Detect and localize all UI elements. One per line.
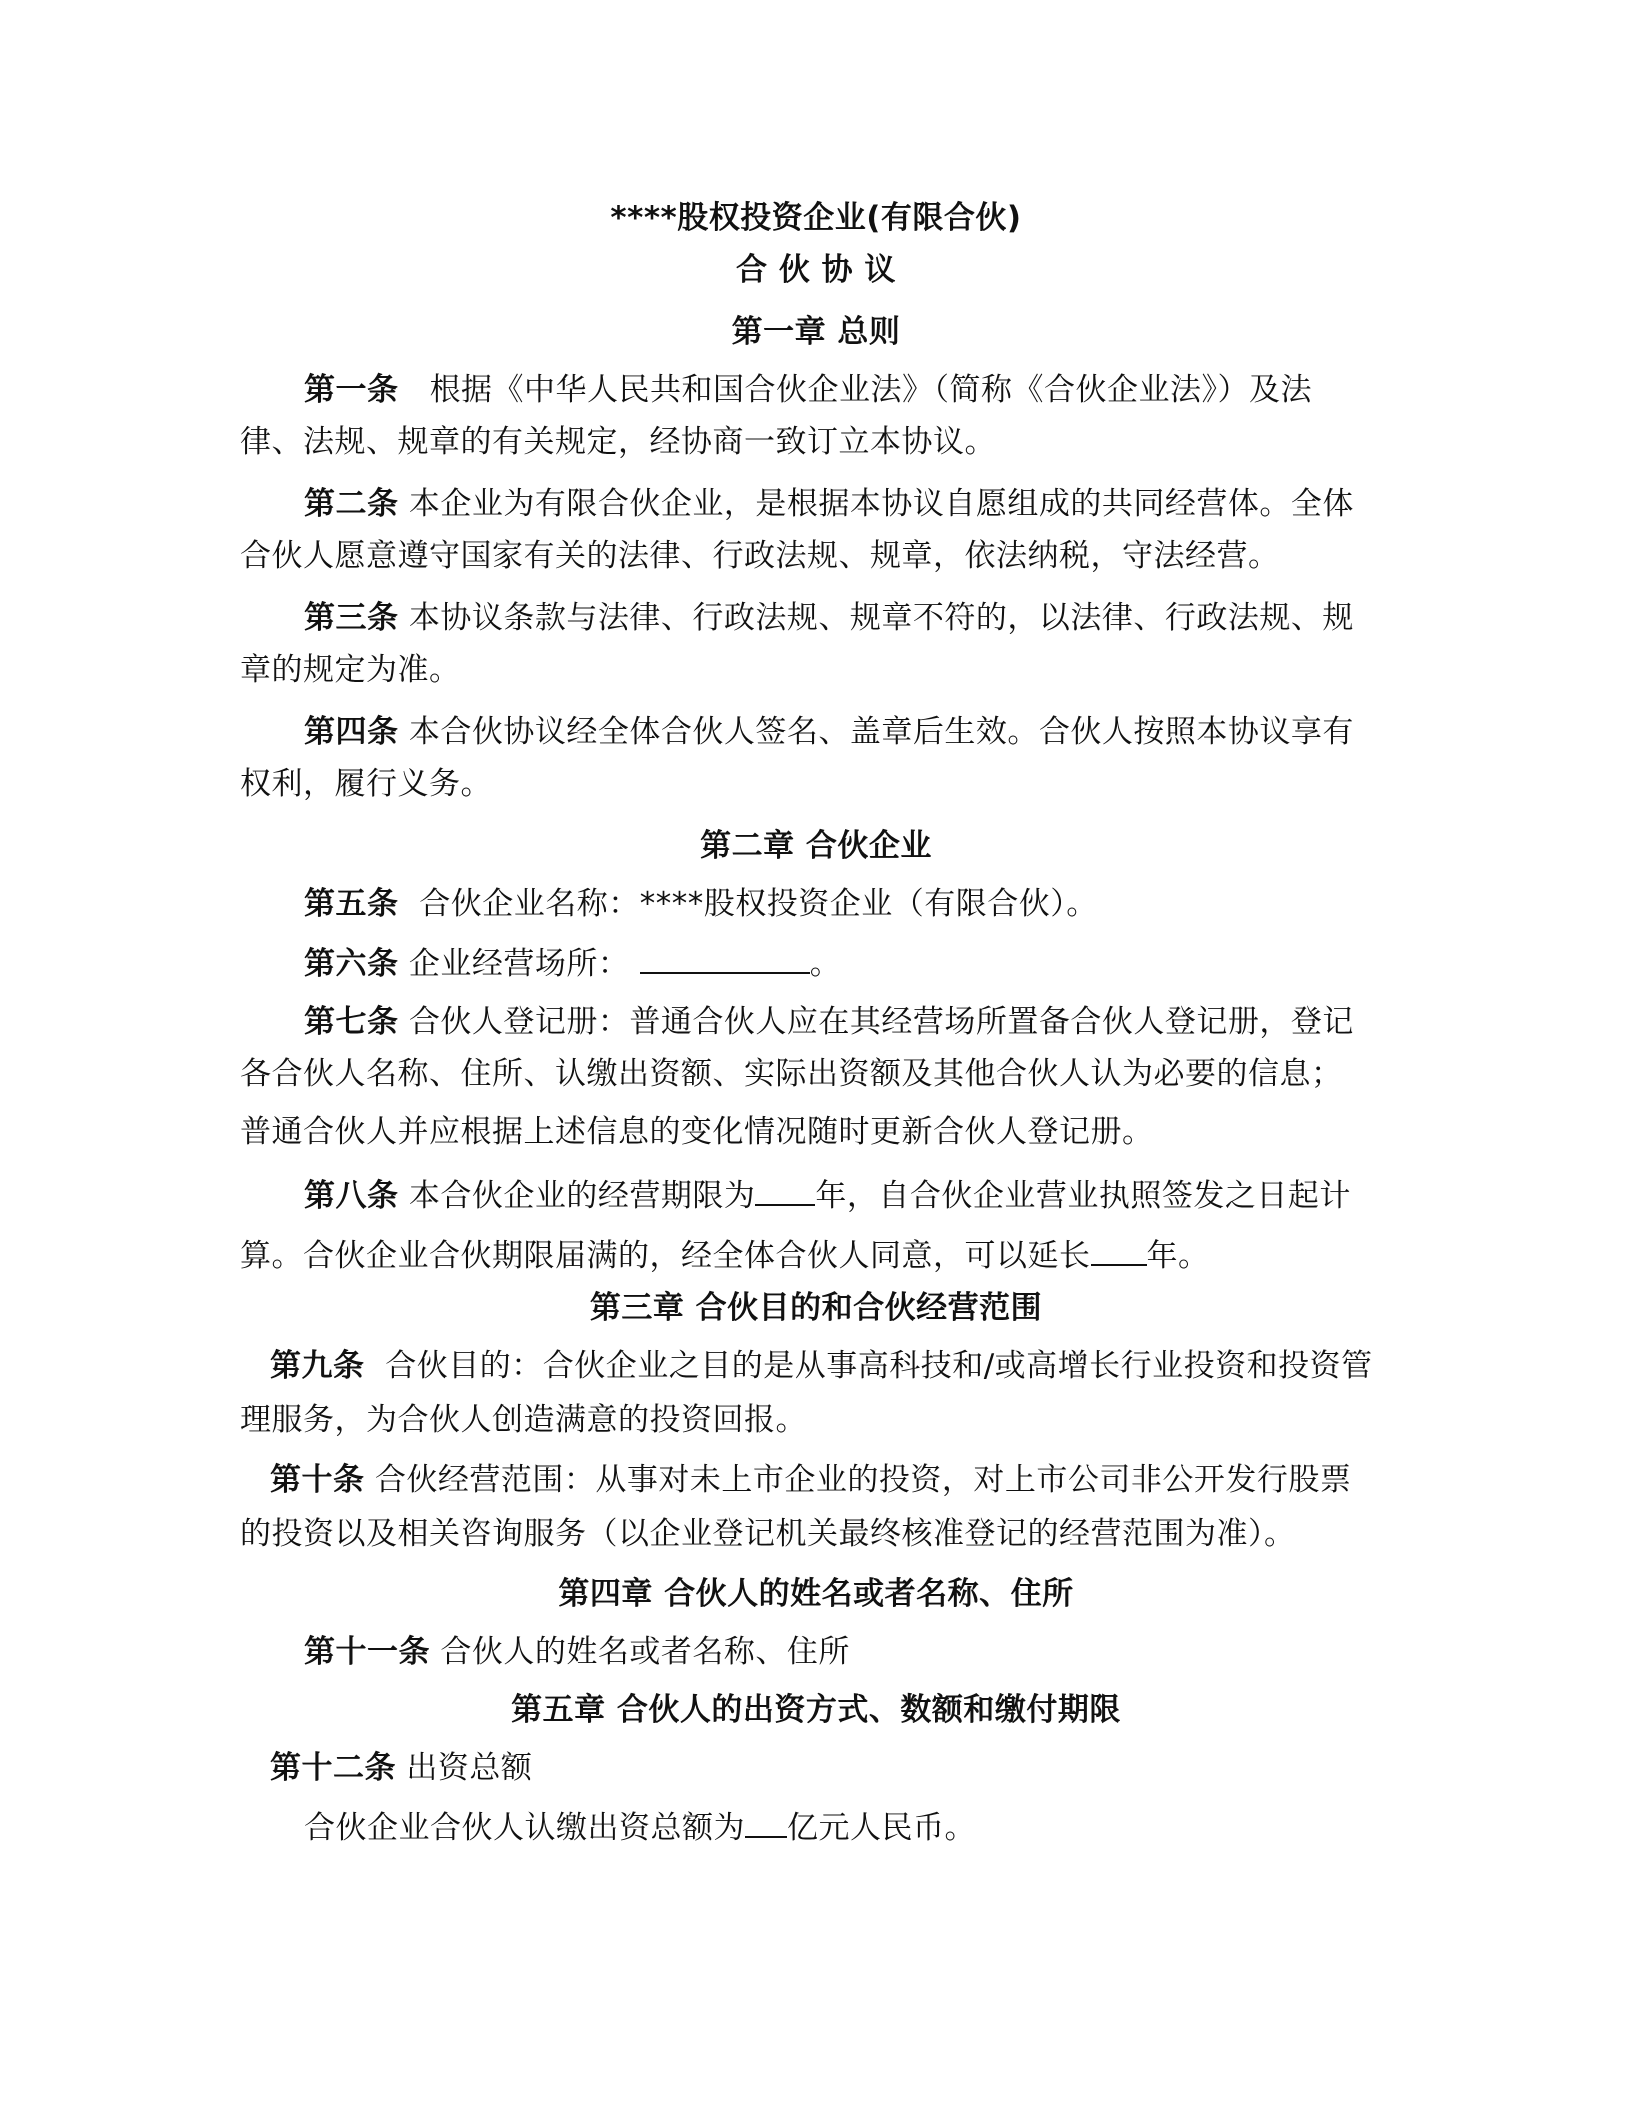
blank-address-field[interactable] — [640, 942, 810, 974]
article-label: 第九条 — [270, 1348, 365, 1384]
article-9 — [240, 1346, 1396, 1386]
article-10 — [240, 1460, 1396, 1500]
article-label: 第五条 — [304, 886, 399, 922]
title-line-2: 合 伙 协 议 — [736, 252, 896, 288]
article-12 — [240, 1748, 1396, 1788]
article-text: 本企业为有限合伙企业，是根据本协议自愿组成的共同经营体。全体 — [408, 486, 1354, 522]
article-1 — [240, 370, 1396, 410]
article-text: 年。 — [1146, 1238, 1210, 1274]
article-text-end: 。 — [809, 946, 842, 982]
chapter-heading-1: 第一章 总则 — [731, 314, 901, 350]
article-text: 合伙企业合伙人认缴出资总额为 — [304, 1810, 745, 1846]
article-label: 第三条 — [304, 600, 399, 636]
article-9-cont: 理服务，为合伙人创造满意的投资回报。 — [240, 1402, 807, 1438]
article-text: 合伙目的：合伙企业之目的是从事高科技和/或高增长行业投资和投资管 — [385, 1348, 1373, 1384]
blank-extension-years-field[interactable] — [1091, 1234, 1147, 1266]
document-subtitle — [0, 250, 1632, 290]
article-label: 第十条 — [270, 1462, 365, 1498]
article-7-cont-2: 普通合伙人并应根据上述信息的变化情况随时更新合伙人登记册。 — [240, 1114, 1154, 1150]
article-label: 第二条 — [304, 486, 399, 522]
article-4 — [240, 712, 1396, 752]
article-text: 出资总额 — [406, 1750, 533, 1786]
article-3-cont: 章的规定为准。 — [240, 652, 461, 688]
article-label: 第七条 — [304, 1004, 399, 1040]
article-1-cont: 律、法规、规章的有关规定，经协商一致订立本协议。 — [240, 424, 996, 460]
article-label: 第一条 — [304, 372, 399, 408]
article-10-cont: 的投资以及相关咨询服务（以企业登记机关最终核准登记的经营范围为准）。 — [240, 1516, 1296, 1552]
article-text: 企业经营场所： — [408, 946, 630, 982]
article-text: 合伙人登记册：普通合伙人应在其经营场所置备合伙人登记册，登记 — [408, 1004, 1354, 1040]
article-12-cont — [240, 1806, 1396, 1848]
article-3 — [240, 598, 1396, 638]
article-8-cont — [240, 1234, 1396, 1276]
article-text: 年，自合伙企业营业执照签发之日起计 — [815, 1178, 1351, 1214]
chapter-heading-2: 第二章 合伙企业 — [700, 828, 932, 864]
blank-term-years-field[interactable] — [755, 1174, 815, 1206]
article-8 — [240, 1174, 1396, 1216]
article-text: 亿元人民币。 — [787, 1810, 976, 1846]
article-label: 第四条 — [304, 714, 399, 750]
article-label: 第六条 — [304, 946, 399, 982]
title-line-1: ****股权投资企业(有限合伙) — [610, 200, 1022, 236]
article-11 — [240, 1632, 1396, 1672]
blank-total-amount-field[interactable] — [745, 1806, 787, 1838]
article-label: 第八条 — [304, 1178, 399, 1214]
chapter-heading-5: 第五章 合伙人的出资方式、数额和缴付期限 — [511, 1692, 1121, 1728]
article-text: 本协议条款与法律、行政法规、规章不符的，以法律、行政法规、规 — [408, 600, 1354, 636]
chapter-heading-3: 第三章 合伙目的和合伙经营范围 — [589, 1290, 1043, 1326]
article-text: 根据《中华人民共和国合伙企业法》（简称《合伙企业法》）及法 — [429, 372, 1313, 408]
article-2-cont: 合伙人愿意遵守国家有关的法律、行政法规、规章，依法纳税，守法经营。 — [240, 538, 1280, 574]
article-5 — [240, 884, 1396, 924]
document-title — [0, 198, 1632, 238]
article-text: 合伙经营范围：从事对未上市企业的投资，对上市公司非公开发行股票 — [374, 1462, 1352, 1498]
article-6 — [240, 942, 1396, 984]
article-7-cont-1: 各合伙人名称、住所、认缴出资额、实际出资额及其他合伙人认为必要的信息； — [240, 1056, 1343, 1092]
article-2 — [240, 484, 1396, 524]
article-4-cont: 权利，履行义务。 — [240, 766, 492, 802]
article-text: 本合伙企业的经营期限为 — [408, 1178, 756, 1214]
chapter-heading-4: 第四章 合伙人的姓名或者名称、住所 — [558, 1576, 1074, 1612]
article-label: 第十一条 — [304, 1634, 430, 1670]
article-7 — [240, 1002, 1396, 1042]
article-label: 第十二条 — [270, 1750, 396, 1786]
article-text: 合伙企业名称：****股权投资企业（有限合伙）。 — [419, 886, 1098, 922]
article-text: 算。合伙企业合伙期限届满的，经全体合伙人同意，可以延长 — [240, 1238, 1091, 1274]
article-text: 本合伙协议经全体合伙人签名、盖章后生效。合伙人按照本协议享有 — [408, 714, 1354, 750]
article-text: 合伙人的姓名或者名称、住所 — [440, 1634, 850, 1670]
